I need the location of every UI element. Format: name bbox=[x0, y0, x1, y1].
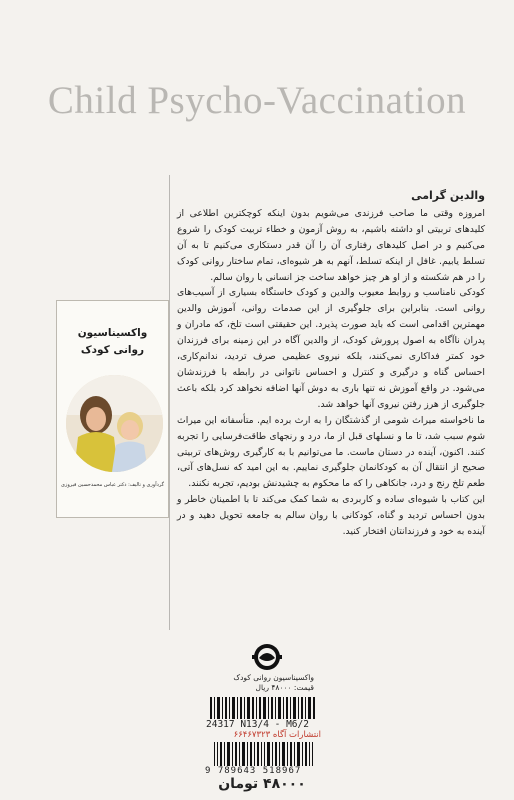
description-text bbox=[177, 188, 485, 540]
back-info bbox=[212, 673, 314, 692]
english-title: Child Psycho-Vaccination bbox=[47, 79, 467, 122]
book-cover-image bbox=[56, 300, 169, 518]
isbn-barcode bbox=[214, 742, 314, 766]
barcode-code: 24317 N13/4 - M6/2 bbox=[206, 719, 309, 730]
paragraph-3: ما ناخواسته میراث شومی از گذشتگان را به ارث برده ایم. متأسفانه این میراث شوم سبب شد، تا ما و نسلهای قبل از ما، درد و رنجهای طاقت‌فرسایی را تجربه کنند. اکنون، آینده در دستان ماست. ما می‌توانیم با به کارگیری روش‌های تربیتی صحیح از انتقال آن به کودکانمان جلوگیری نماییم. به این امید که نسل‌های آتی، طعم تلخ رنج و درد، جانکاهی را که ما محکوم به چشیدنش بودیم، تجربه نکنند. bbox=[177, 414, 485, 490]
book-cover-author: گردآوری و تالیف: دکتر عباس محمدحسین فیروزی bbox=[61, 482, 164, 488]
price-label: ۴۸۰۰۰ تومان bbox=[218, 776, 306, 792]
book-cover-photo bbox=[66, 375, 163, 472]
divider-line bbox=[169, 175, 170, 630]
paragraph-2: کودکی نامناسب و روابط معیوب والدین و کودک خاستگاه بسیاری از آسیب‌های روانی است. بنابراین برای جلوگیری از این صدمات روانی، آموزش والدین مهمترین اقدامی است که باید صورت پذیرد. این حقیقتی است تلخ، که مادران و پدران ناآگاه به اصول پرورش کودک، از والدین آگاه در این زمینه برای فرزندان خود کمتر فداکاری نمی‌کنند، بلکه نیروی عظیمی صرف تردید، ندانم‌کاری، احساس گناه و درگیری و کنترل و احساس ناتوانی در رابطه با فرزندشان می‌شود. در واقع آموزش نه تنها باری به دوش آنها اضافه نخواهد کرد بلکه باعث جلوگیری از هرز رفتن نیروی آنها خواهد شد. bbox=[177, 287, 485, 410]
info-price-line: قیمت: ۴۸۰۰۰ ریال bbox=[255, 682, 314, 692]
book-cover-title: واکسیناسیون روانی کودک bbox=[77, 327, 148, 356]
description-heading: والدین گرامی bbox=[411, 189, 485, 202]
barcode-top bbox=[210, 697, 316, 719]
paragraph-1: امروزه وقتی ما صاحب فرزندی می‌شویم بدون اینکه کوچکترین اطلاعی از کلیدهای تربیتی او داشته باشیم، به روش آزمون و خطاء تربیت کودک را شروع می‌کنیم و در اصل کلیدهای رفتاری آن را آن قدر دستکاری می‌کنیم تا به آن تسلط یابیم. غافل از اینکه تسلط، آنهم به هر شیوه‌ای، تمام ساختار روانی کودک را در هم شکسته و از او هر چیز خواهد ساخت جز انسانی با روان سالم. bbox=[177, 207, 485, 283]
isbn-number: 9 789643 518967 bbox=[205, 766, 302, 776]
publisher-name: انتشارات آگاه ۶۶۴۶۷۳۲۳ bbox=[233, 730, 321, 740]
paragraph-4: این کتاب با شیوه‌ای ساده و کاربردی به شما کمک می‌کند تا با اطمینان خاطر و بدون احساس تردید و گناه، کودکانی با روان سالم به جامعه تحویل دهید و در آینده به خود و فرزندانتان افتخار کنید. bbox=[177, 494, 485, 538]
info-book-line: واکسیناسیون روانی کودک bbox=[233, 673, 314, 682]
publisher-logo-icon bbox=[248, 642, 286, 672]
